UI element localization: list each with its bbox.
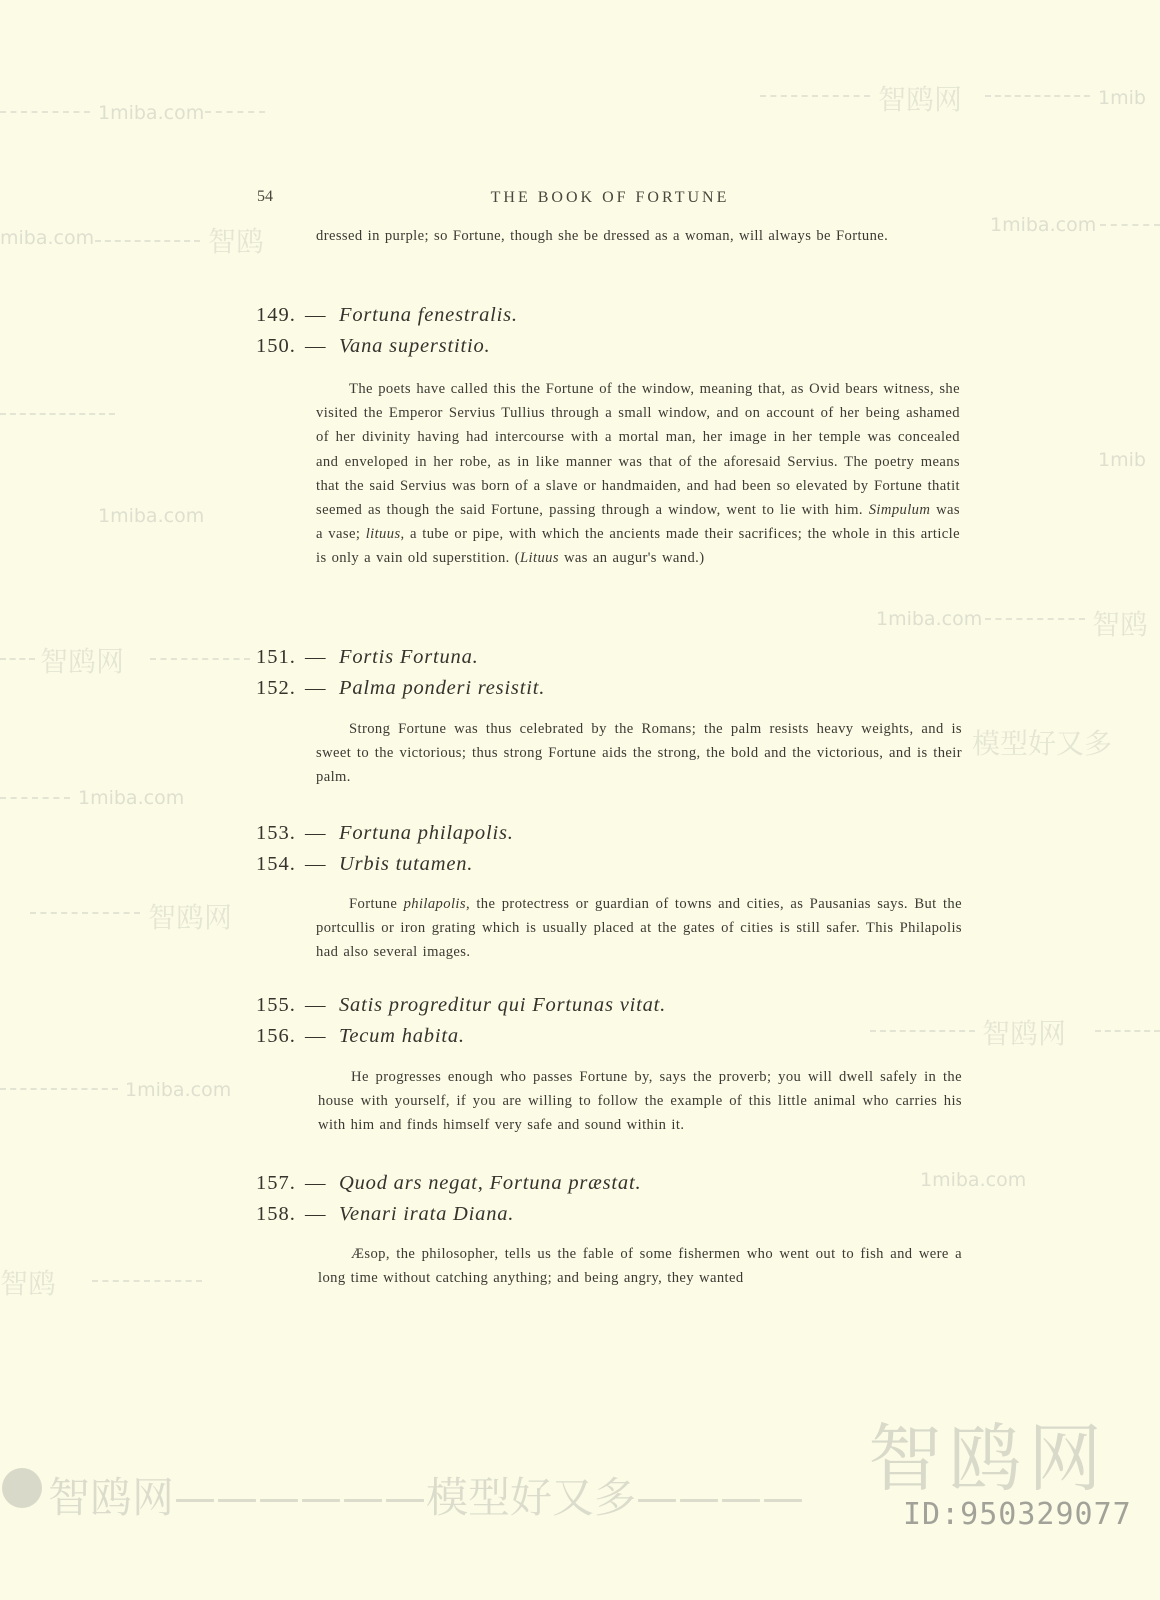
entry-dash: —	[305, 994, 326, 1016]
watermark-brand-text: 智鸥网	[40, 645, 125, 678]
entry-latin-title: Fortis Fortuna.	[339, 646, 479, 668]
watermark-dash-line	[0, 797, 70, 800]
entry-latin-title: Vana superstitio.	[339, 335, 491, 357]
paragraph-153-154	[316, 892, 962, 965]
entry-153	[256, 818, 514, 849]
entry-dash: —	[305, 822, 326, 844]
entry-151	[256, 642, 479, 673]
watermark-dash-line	[205, 111, 265, 114]
watermark-site-text: 1mib	[1098, 449, 1146, 471]
watermark-site-text: 1miba.com	[98, 505, 205, 527]
italic-term: lituus	[365, 526, 401, 543]
entry-number: 157.	[256, 1172, 296, 1194]
paragraph-155-156	[318, 1065, 962, 1138]
watermark-brand-text: 智鸥网	[878, 83, 963, 116]
entry-number: 151.	[256, 646, 296, 668]
paragraph-149-150	[316, 377, 960, 571]
watermark-dash-line	[985, 618, 1085, 621]
watermark-dash-line	[985, 95, 1090, 98]
watermark-site-text: 1miba.com	[920, 1169, 1027, 1191]
entry-number: 153.	[256, 822, 296, 844]
watermark-dash-line	[1100, 224, 1160, 227]
entry-dash: —	[305, 1025, 326, 1047]
watermark-site-text: miba.com	[0, 227, 95, 249]
watermark-site-text: 1miba.com	[98, 102, 205, 124]
continuation-text: dressed in purple; so Fortune, though she be dressed as a woman, will always be Fortune.	[316, 228, 889, 244]
entry-155	[256, 990, 666, 1021]
watermark-dash-line	[92, 1280, 202, 1283]
entry-number: 152.	[256, 677, 296, 699]
watermark-brand-text: 智鸥	[0, 1267, 57, 1300]
continuation-paragraph	[316, 224, 960, 248]
watermark-brand-text: 智鸥	[1092, 608, 1149, 641]
watermark-dash-line	[760, 95, 870, 98]
entry-number: 158.	[256, 1203, 296, 1225]
watermark-dash-line	[0, 413, 115, 416]
entry-number: 156.	[256, 1025, 296, 1047]
entry-dash: —	[305, 335, 326, 357]
entry-latin-title: Quod ars negat, Fortuna præstat.	[339, 1172, 642, 1194]
entry-154	[256, 849, 473, 880]
paragraph-text: He progresses enough who passes Fortune by, says the proverb; you will dwell safely in the house with yourself, if you are willing to follow the example of this little animal who carries his with him and finds himself very safe and sound within it.	[318, 1069, 962, 1134]
entry-number: 155.	[256, 994, 296, 1016]
entry-150	[256, 331, 490, 362]
entry-latin-title: Fortuna fenestralis.	[339, 304, 518, 326]
entry-dash: —	[305, 1172, 326, 1194]
entry-dash: —	[305, 304, 326, 326]
paragraph-text: Strong Fortune was thus celebrated by the Romans; the palm resists heavy weights, and is sweet to the victorious; thus strong Fortune aids the strong, the bold and the victorious, and is their palm.	[316, 721, 962, 786]
watermark-brand-text: 智鸥网	[982, 1017, 1067, 1050]
entry-149	[256, 300, 518, 331]
watermark-footer-text: 智鸥网——————模型好又多————	[48, 1473, 805, 1522]
paragraph-151-152	[316, 717, 962, 790]
watermark-dash-line	[0, 658, 35, 661]
watermark-big-logo: 智鸥网	[868, 1416, 1108, 1502]
page-number: 54	[257, 188, 273, 205]
watermark-dash-line	[30, 912, 140, 915]
paragraph-text: The poets have called this the Fortune of the window, meaning that, as Ovid bears witness, she visited the Emperor Servius Tullius through a small window, and on account of her being ashamed of her divinity having had intercourse with a mortal man, her image in her temple was concealed and enveloped in her robe, as in like manner was that of the aforesaid Servius. The poetry means that the said Servius was born of a slave or handmaiden, and had been so elevated by Fortune thatit seemed as though the said Fortune, passing through a window, went to lie with him. Simpulum was a vase; lituus, a tube or pipe, with which the ancients made their sacrifices; the whole in this article is only a vain old superstition. (Lituus was an augur's wand.)	[316, 381, 960, 567]
watermark-site-text: 1miba.com	[78, 787, 185, 809]
entry-dash: —	[305, 646, 326, 668]
entry-latin-title: Venari irata Diana.	[339, 1203, 515, 1225]
watermark-site-text: 1miba.com	[990, 214, 1097, 236]
watermark-id-text: ID:950329077	[903, 1497, 1132, 1532]
entry-dash: —	[305, 853, 326, 875]
entry-158	[256, 1199, 514, 1230]
entry-latin-title: Urbis tutamen.	[339, 853, 474, 875]
italic-term: Lituus	[520, 550, 559, 567]
watermark-site-text: 1miba.com	[876, 608, 983, 630]
italic-term: Simpulum	[868, 502, 931, 519]
watermark-slogan-text: 模型好又多	[972, 727, 1113, 760]
watermark-dash-line	[95, 240, 200, 243]
entry-latin-title: Palma ponderi resistit.	[339, 677, 546, 699]
watermark-site-text: 1mib	[1098, 87, 1146, 109]
entry-dash: —	[305, 677, 326, 699]
entry-number: 154.	[256, 853, 296, 875]
paragraph-text: Æsop, the philosopher, tells us the fable of some fishermen who went out to fish and were a long time without catching anything; and being angry, they wanted	[318, 1246, 962, 1287]
italic-term: philapolis	[403, 896, 466, 912]
entry-latin-title: Tecum habita.	[339, 1025, 465, 1047]
entry-dash: —	[305, 1203, 326, 1225]
entry-152	[256, 673, 545, 704]
watermark-dash-line	[150, 658, 250, 661]
watermark-logo-icon	[2, 1468, 42, 1508]
watermark-site-text: 1miba.com	[125, 1079, 232, 1101]
entry-number: 149.	[256, 304, 296, 326]
entry-latin-title: Satis progreditur qui Fortunas vitat.	[339, 994, 667, 1016]
entry-latin-title: Fortuna philapolis.	[339, 822, 514, 844]
running-head: THE BOOK OF FORTUNE	[490, 189, 730, 206]
watermark-dash-line	[0, 1088, 118, 1091]
watermark-dash-line	[0, 111, 90, 114]
watermark-dash-line	[870, 1030, 975, 1033]
entry-156	[256, 1021, 465, 1052]
paragraph-157-158	[318, 1242, 962, 1290]
watermark-brand-text: 智鸥	[208, 225, 265, 258]
entry-number: 150.	[256, 335, 296, 357]
entry-157	[256, 1168, 641, 1199]
watermark-dash-line	[1095, 1030, 1160, 1033]
watermark-brand-text: 智鸥网	[148, 901, 233, 934]
paragraph-text: Fortune philapolis, the protectress or guardian of towns and cities, as Pausanias says. But the portcullis or iron grating which is usually placed at the gates of cities is still safer. This Philapolis had also several images.	[316, 896, 962, 961]
